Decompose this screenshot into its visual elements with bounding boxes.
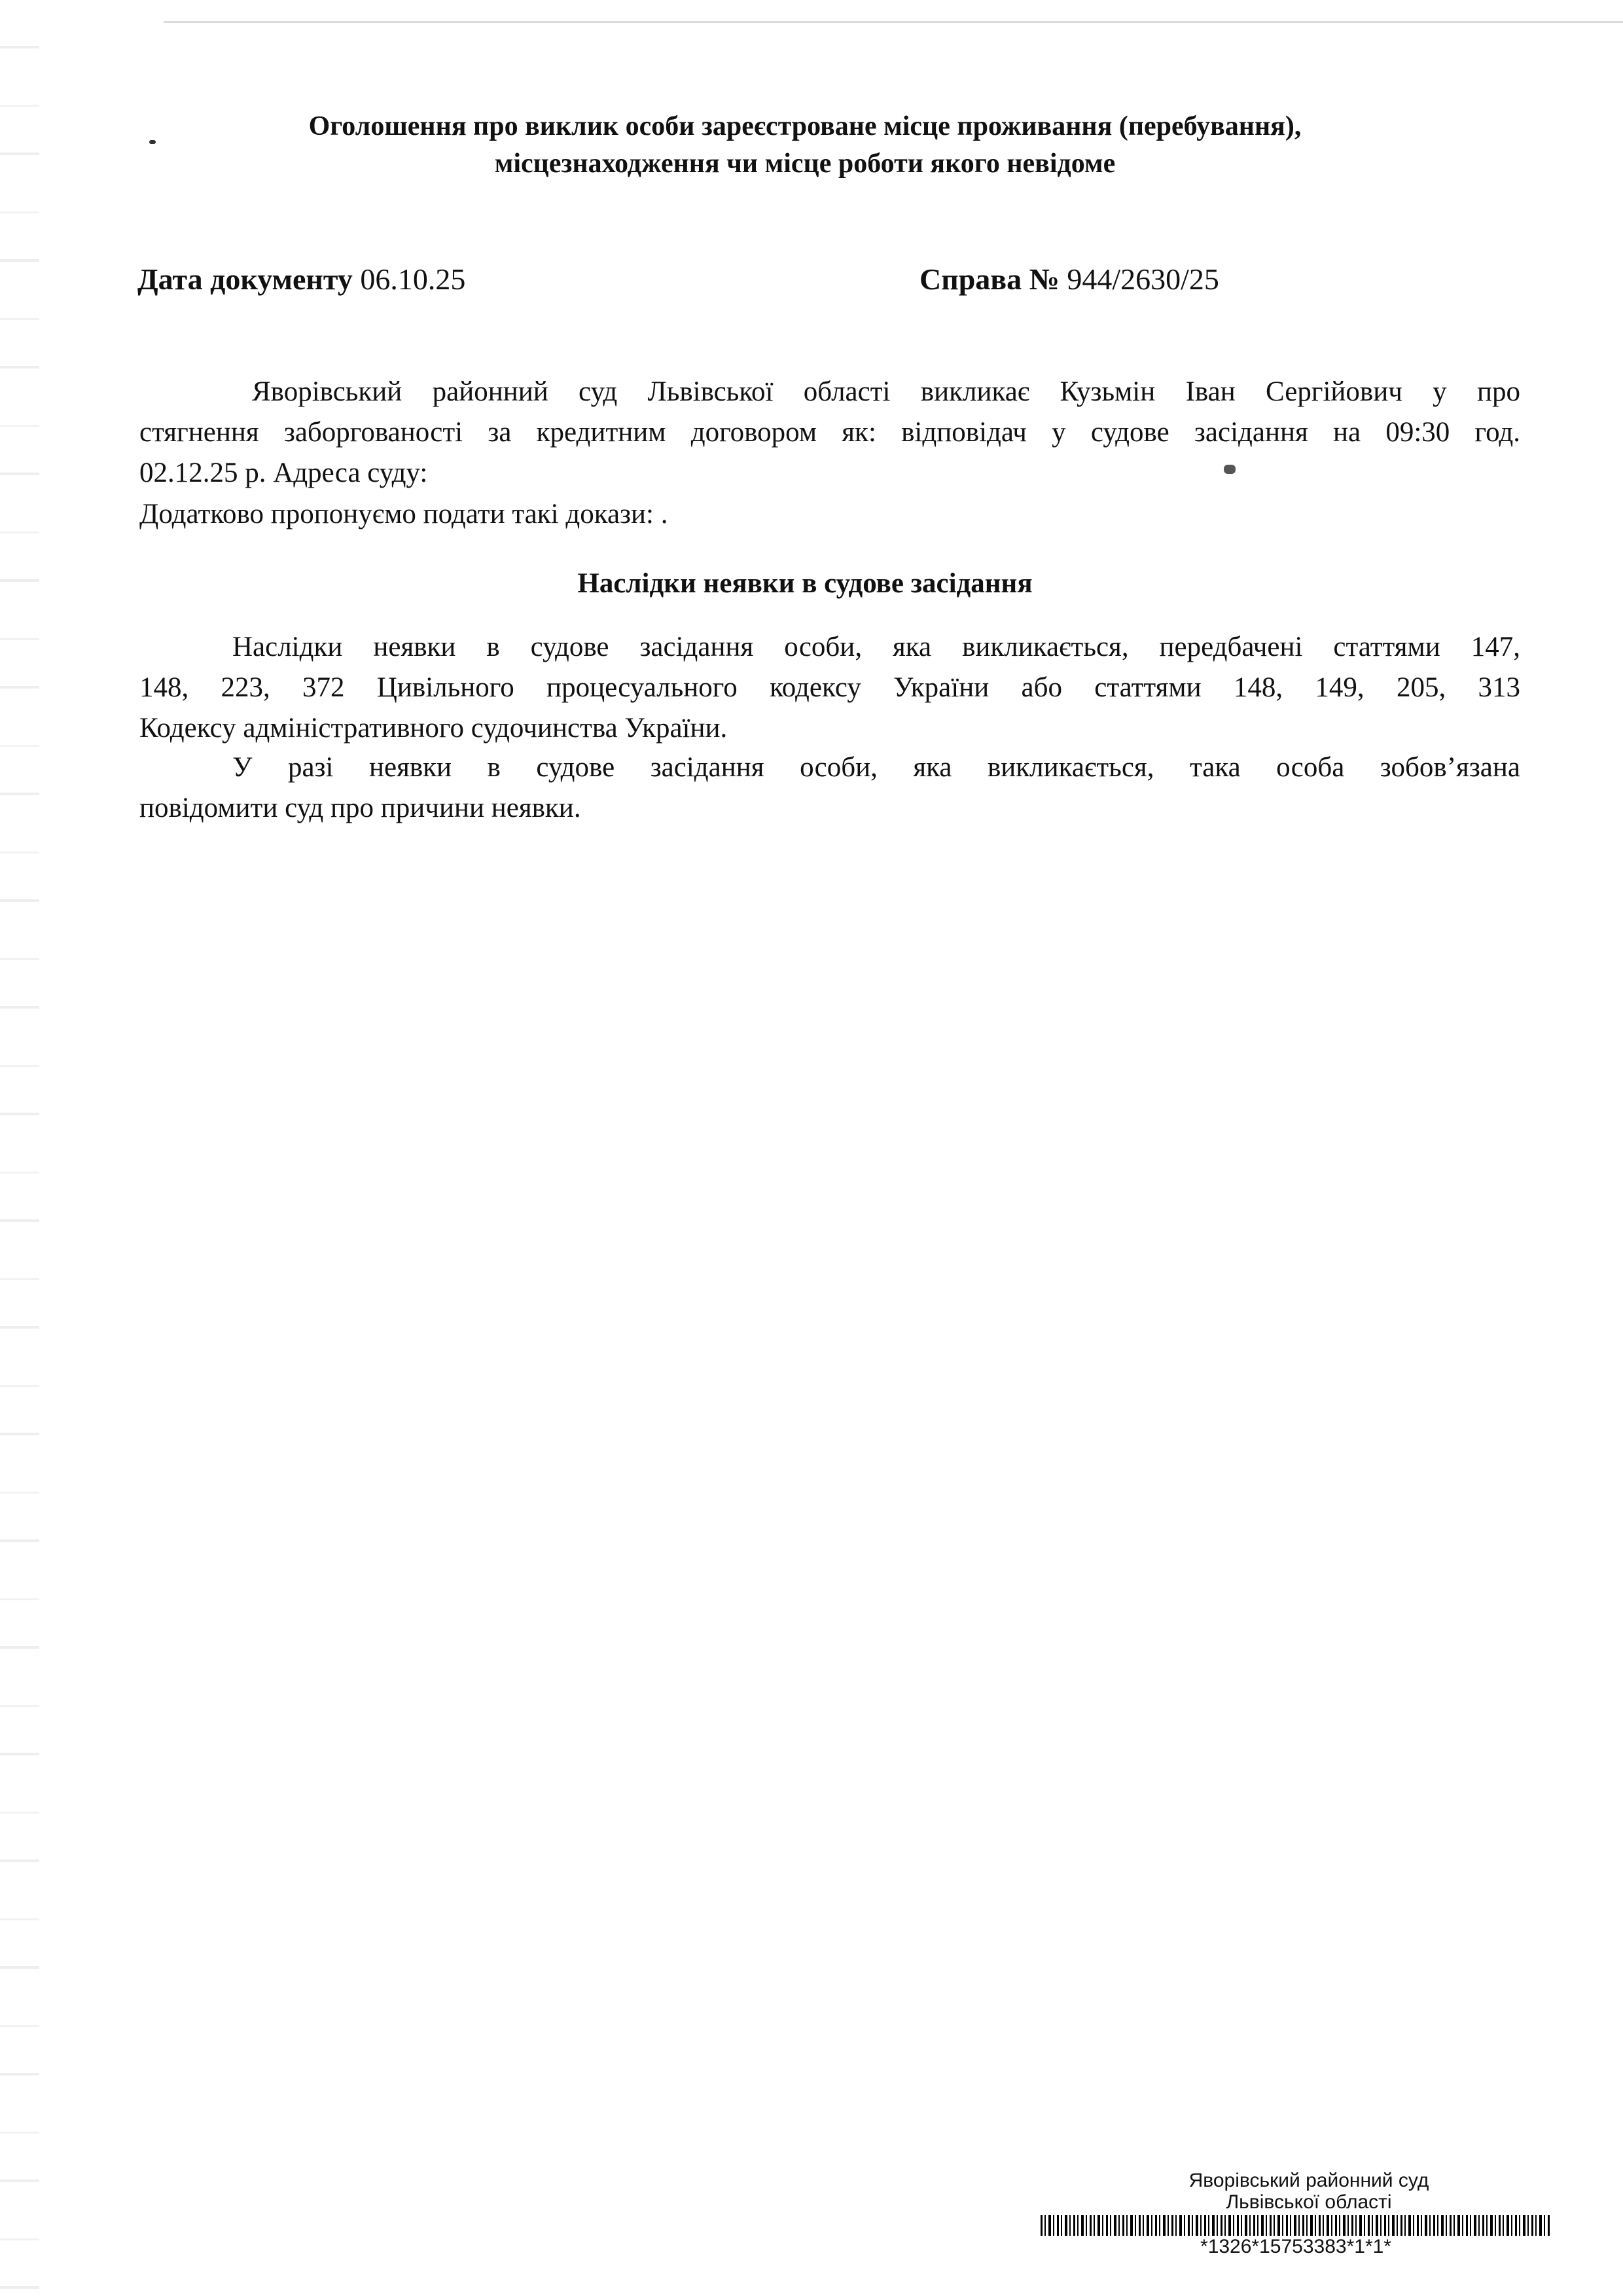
barcode-text: *1326*15753383*1*1* — [1200, 2236, 1391, 2257]
footer-court-name: Яворівський районний суд — [1188, 2170, 1429, 2191]
document-date-value: 06.10.25 — [360, 262, 466, 296]
consequences-line-3: Кодексу адміністративного судочинства України. — [139, 713, 728, 744]
summons-line-1: Яворівський районний суд Львівської області викликає Кузьмін Іван Сергійович у про — [252, 376, 1520, 407]
document-date-label: Дата документу — [137, 262, 353, 296]
scan-left-edge — [0, 0, 39, 2296]
footer-court-region: Львівської області — [1226, 2191, 1392, 2213]
evidence-request: Додатково пропонуємо подати такі докази: . — [139, 499, 668, 529]
consequences-line-1: Наслідки неявки в судове засідання особи, яка викликається, передбачені статтями 147, — [232, 632, 1520, 662]
consequences-title: Наслідки неявки в судове засідання — [577, 568, 1033, 599]
scan-speck — [149, 140, 156, 144]
document-title-line-2: місцезнаходження чи місце роботи якого невідоме — [494, 149, 1116, 179]
case-number-value: 944/2630/25 — [1067, 262, 1219, 296]
case-number — [919, 260, 1219, 299]
document-date — [137, 260, 465, 299]
summons-line-3: 02.12.25 р. Адреса суду: — [139, 457, 428, 488]
barcode — [1041, 2215, 1551, 2236]
consequences-line-2: 148, 223, 372 Цивільного процесуального кодексу України або статтями 148, 149, 205, 313 — [139, 672, 1520, 703]
case-number-label: Справа № — [919, 262, 1060, 296]
summons-line-2: стягнення заборгованості за кредитним договором як: відповідач у судове засідання на 09:30 год. — [139, 417, 1520, 448]
scan-top-rule — [164, 21, 1623, 23]
scan-speck — [1224, 465, 1236, 474]
notice-line-2: повідомити суд про причини неявки. — [139, 793, 581, 823]
document-title-line-1: Оголошення про виклик особи зареєстроване місце проживання (перебування), — [308, 111, 1302, 141]
notice-line-1: У разі неявки в судове засідання особи, яка викликається, така особа зобов’язана — [232, 752, 1520, 783]
